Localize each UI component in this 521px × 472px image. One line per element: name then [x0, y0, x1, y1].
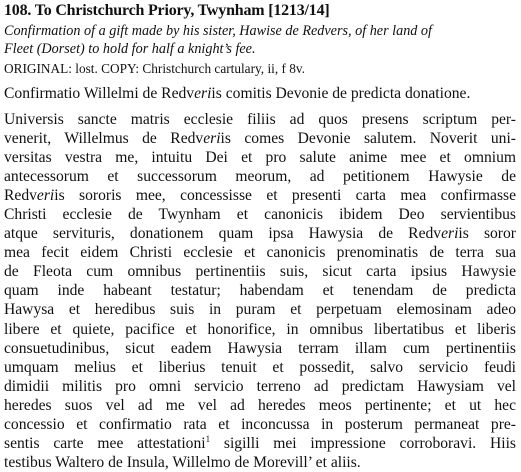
body-line [4, 167, 516, 186]
text-segment: atque servituris, donationem quam ipsa Hawysia de Redv [4, 225, 442, 243]
text-segment: Universis sancte matris ecclesie filiis ad quos presens scriptum per- [4, 111, 516, 128]
text-segment: consuetudinibus, sicut eadem Hawysia terram illam cum pertinentiis [4, 339, 516, 357]
text-segment: quam inde habeant testatur; habendam et tenendam de predicta [4, 282, 516, 300]
body-line [4, 262, 516, 281]
body-line [4, 243, 516, 262]
text-segment: umquam melius et liberius tenuit et possedit, salvo servicio feudi [4, 358, 516, 376]
text-segment: sentis carte mee attestationi [4, 434, 206, 452]
rubric-text: Confirmatio Willelmi de Redv [4, 85, 195, 102]
charter-body [4, 110, 516, 472]
charter-summary [4, 22, 516, 58]
body-line [4, 396, 516, 415]
text-segment: is soror [458, 225, 516, 243]
summary-line: Confirmation of a gift made by his sister, Hawise de Redvers, of her land of [4, 23, 432, 39]
text-segment: mea fecit eidem Christi ecclesie et canonicis prenominatis de terra sua [4, 244, 516, 262]
text-segment: antecessorum et successorum meorum, ad petitionem Hawysie de [4, 168, 516, 186]
charter-document [4, 1, 516, 472]
body-line [4, 129, 516, 148]
body-line [4, 320, 516, 339]
body-line [4, 186, 516, 205]
body-line [4, 281, 516, 300]
rubric-text: is comitis Devonie de predicta donatione. [211, 85, 471, 102]
body-line [4, 205, 516, 224]
rubric-italic-text: eri [194, 85, 212, 102]
body-line [4, 224, 516, 243]
text-segment: versitas vestra me, intuitu Dei et pro salute anime mee et omnium [4, 149, 516, 167]
body-line [4, 415, 516, 434]
text-segment: is sororis mee, concessisse et presenti carta mea confirmasse [54, 187, 516, 205]
body-line [4, 453, 516, 472]
summary-line: Fleet (Dorset) to hold for half a knight’s fee. [4, 41, 256, 57]
text-segment: dimidii militis pro omni servicio terreno ad predictam Hawysiam vel [4, 377, 516, 395]
italic-text: eri [36, 187, 55, 205]
body-line [4, 434, 516, 453]
body-line [4, 377, 516, 396]
text-segment: de Fleota cum omnibus pertinentiis suis, sicut carta ipsius Hawysie [4, 263, 516, 281]
italic-text: eri [441, 225, 459, 243]
text-segment: heredes suos vel ad me vel ad heredes meos pertinente; et ut hec [4, 396, 516, 414]
body-line [4, 148, 516, 167]
text-segment: Christi ecclesie de Twynham et canonicis ibidem Deo servientibus [4, 206, 516, 224]
body-line [4, 358, 516, 377]
text-segment: Hawysa et heredibus suis in puram et perpetuam elemosinam adeo [4, 301, 516, 319]
text-segment: sigilli mei impressione corroboravi. Hiis [210, 434, 516, 452]
text-segment: Redv [4, 187, 37, 205]
italic-text: eri [203, 130, 221, 148]
charter-heading: 108. To Christchurch Priory, Twynham [1213/14] [4, 2, 330, 19]
charter-rubric [4, 84, 516, 104]
body-line [4, 300, 516, 319]
body-line [4, 110, 516, 129]
footnote-marker: 1 [205, 433, 211, 444]
text-segment: testibus Waltero de Insula, Willelmo de Morevill’ et aliis. [4, 453, 361, 471]
text-segment: libere et quiete, pacifice et honorifice, in omnibus libertatibus et liberis [4, 320, 516, 338]
text-segment: venerit, Willelmus de Redv [4, 130, 204, 148]
text-segment: concessio et confirmatio rata et inconcussa in posterum permaneat pre- [4, 415, 516, 433]
body-line [4, 339, 516, 358]
source-note: ORIGINAL: lost. COPY: Christchurch cartulary, ii, f 8v. [4, 61, 305, 76]
text-segment: is comes Devonie salutem. Noverit uni- [220, 130, 516, 148]
